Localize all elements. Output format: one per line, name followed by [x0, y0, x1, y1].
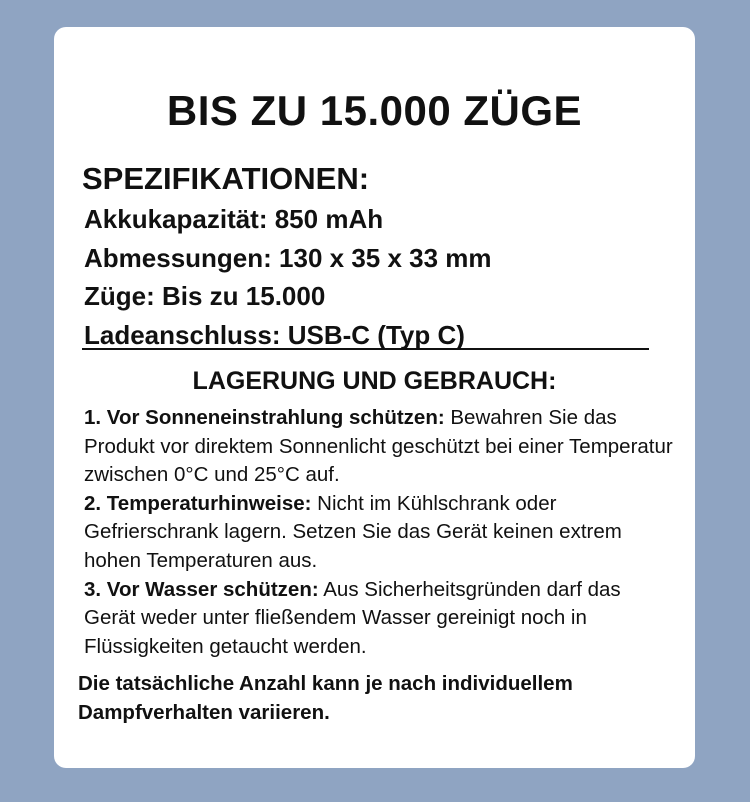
specs-list — [84, 200, 492, 354]
storage-item-temperature — [84, 490, 674, 576]
storage-item-water — [84, 576, 674, 662]
storage-item-sun-label: 1. Vor Sonneneinstrahlung schützen: — [84, 406, 445, 429]
storage-item-sun-text: Bewahren Sie das Produkt vor direktem Sonnenlicht geschützt bei einer Temperatur zwischen 0°C und 25°C auf. — [84, 406, 673, 487]
storage-item-temperature-text: Nicht im Kühlschrank oder Gefrierschrank lagern. Setzen Sie das Gerät keinen extrem hohen Temperaturen aus. — [84, 491, 622, 572]
section-divider — [82, 348, 649, 350]
storage-item-water-text: Aus Sicherheitsgründen darf das Gerät weder unter fließendem Wasser gereinigt noch in Flüssigkeiten getaucht werden. — [84, 577, 621, 658]
storage-item-sun — [84, 404, 674, 490]
storage-instructions — [84, 404, 674, 661]
info-card — [54, 27, 695, 768]
specs-heading: SPEZIFIKATIONEN: — [82, 161, 370, 196]
spec-item-charging-port: Ladeanschluss: USB-C (Typ C) — [84, 319, 465, 350]
disclaimer-note: Die tatsächliche Anzahl kann je nach individuellem Dampfverhalten variieren. — [78, 672, 573, 724]
storage-item-temperature-label: 2. Temperaturhinweise: — [84, 491, 312, 515]
storage-heading: LAGERUNG UND GEBRAUCH: — [192, 367, 557, 395]
spec-item-dimensions: Abmessungen: 130 x 35 x 33 mm — [84, 242, 492, 273]
spec-item-puffs: Züge: Bis zu 15.000 — [84, 281, 326, 311]
storage-item-water-label: 3. Vor Wasser schützen: — [84, 577, 319, 601]
spec-item-battery: Akkukapazität: 850 mAh — [84, 204, 384, 234]
page-title: BIS ZU 15.000 ZÜGE — [166, 87, 583, 134]
